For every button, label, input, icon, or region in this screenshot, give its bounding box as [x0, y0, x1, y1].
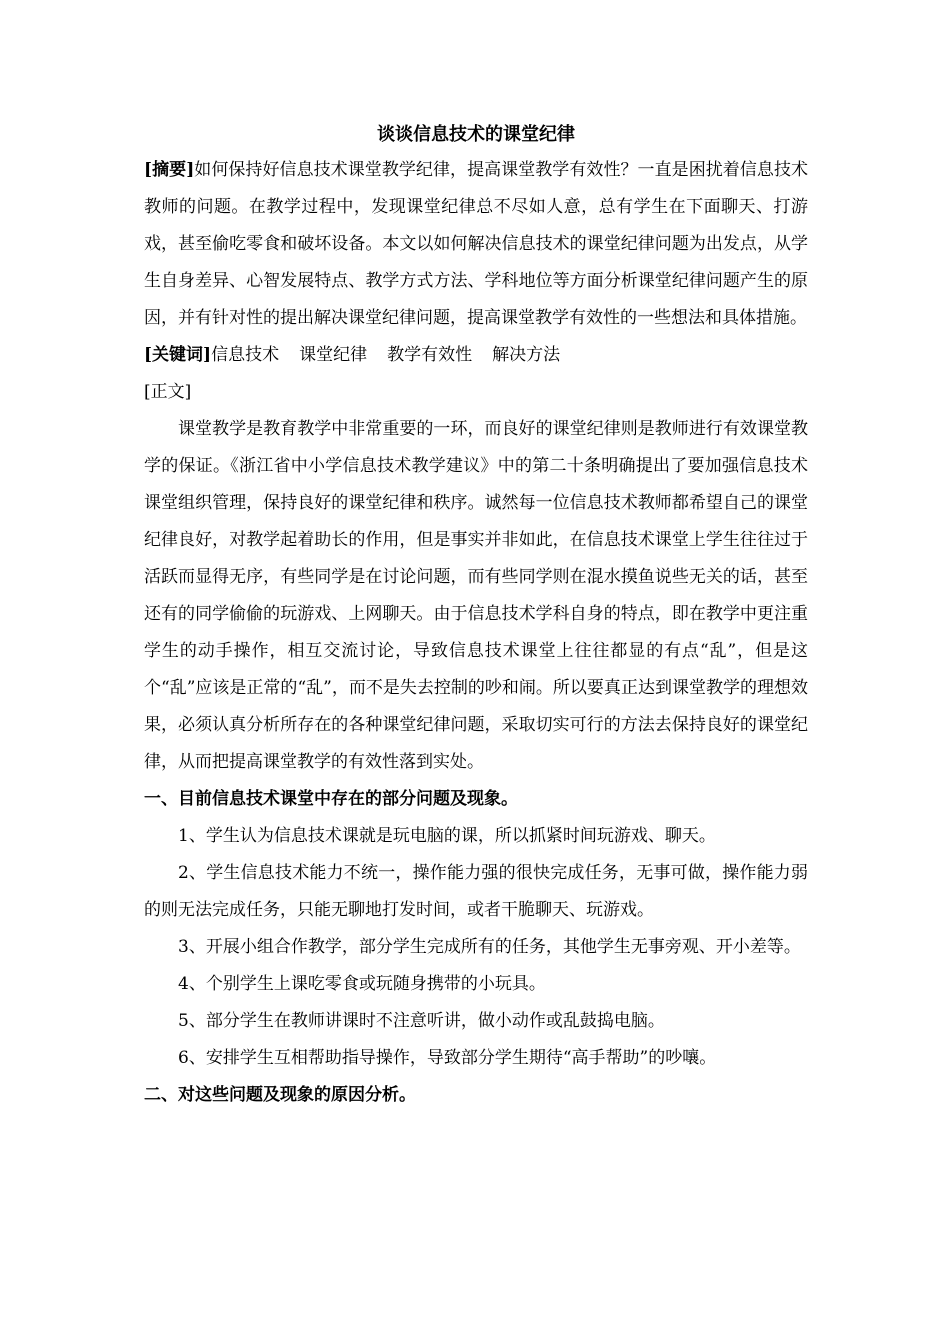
abstract-text: 如何保持好信息技术课堂教学纪律，提高课堂教学有效性？一直是困扰着信息技术教师的问题。在教学过程中，发现课堂纪律总不尽如人意，总有学生在下面聊天、打游戏，甚至偷吃零食和破坏设备。本文以如何解决信息技术的课堂纪律问题为出发点，从学生自身差异、心智发展特点、教学方式方法、学科地位等方面分析课堂纪律问题产生的原因，并有针对性的提出解决课堂纪律问题，提高课堂教学有效性的一些想法和具体措施。	[144, 160, 808, 328]
keyword-item: 教学有效性	[387, 345, 473, 365]
list-item: 1、学生认为信息技术课就是玩电脑的课，所以抓紧时间玩游戏、聊天。	[178, 826, 716, 846]
section-1-heading: 一、目前信息技术课堂中存在的部分问题及现象。	[144, 789, 518, 809]
document-title: 谈谈信息技术的课堂纪律	[377, 124, 575, 145]
list-item: 5、部分学生在教师讲课时不注意听讲，做小动作或乱鼓捣电脑。	[178, 1011, 665, 1031]
abstract-paragraph	[144, 152, 808, 337]
list-item: 3、开展小组合作教学，部分学生完成所有的任务，其他学生无事旁观、开小差等。	[178, 937, 801, 957]
keyword-item: 课堂纪律	[299, 345, 368, 365]
keywords-line	[144, 337, 808, 374]
document-page	[144, 118, 808, 1114]
keyword-item: 解决方法	[492, 345, 561, 365]
section-2-heading: 二、对这些问题及现象的原因分析。	[144, 1085, 416, 1105]
list-item: 4、个别学生上课吃零食或玩随身携带的小玩具。	[178, 974, 546, 994]
body-label: [正文]	[144, 382, 192, 402]
keywords-label: [关键词]	[144, 345, 212, 365]
list-item: 2、学生信息技术能力不统一，操作能力强的很快完成任务，无事可做，操作能力弱的则无法完成任务，只能无聊地打发时间，或者干脆聊天、玩游戏。	[144, 863, 808, 920]
abstract-label: [摘要]	[144, 160, 195, 180]
intro-paragraph: 课堂教学是教育教学中非常重要的一环，而良好的课堂纪律则是教师进行有效课堂教学的保证。《浙江省中小学信息技术教学建议》中的第二十条明确提出了要加强信息技术课堂组织管理，保持良好的课堂纪律和秩序。诚然每一位信息技术教师都希望自己的课堂纪律良好，对教学起着助长的作用，但是事实并非如此，在信息技术课堂上学生往往过于活跃而显得无序，有些同学是在讨论问题，而有些同学则在混水摸鱼说些无关的话，甚至还有的同学偷偷的玩游戏、上网聊天。由于信息技术学科自身的特点，即在教学中更注重学生的动手操作，相互交流讨论，导致信息技术课堂上往往都显的有点“乱”，但是这个“乱”应该是正常的“乱”，而不是失去控制的吵和闹。所以要真正达到课堂教学的理想效果，必须认真分析所存在的各种课堂纪律问题，采取切实可行的方法去保持良好的课堂纪律，从而把提高课堂教学的有效性落到实处。	[144, 419, 808, 772]
keyword-item: 信息技术	[211, 345, 280, 365]
list-item: 6、安排学生互相帮助指导操作，导致部分学生期待“高手帮助”的吵嚷。	[178, 1048, 717, 1068]
